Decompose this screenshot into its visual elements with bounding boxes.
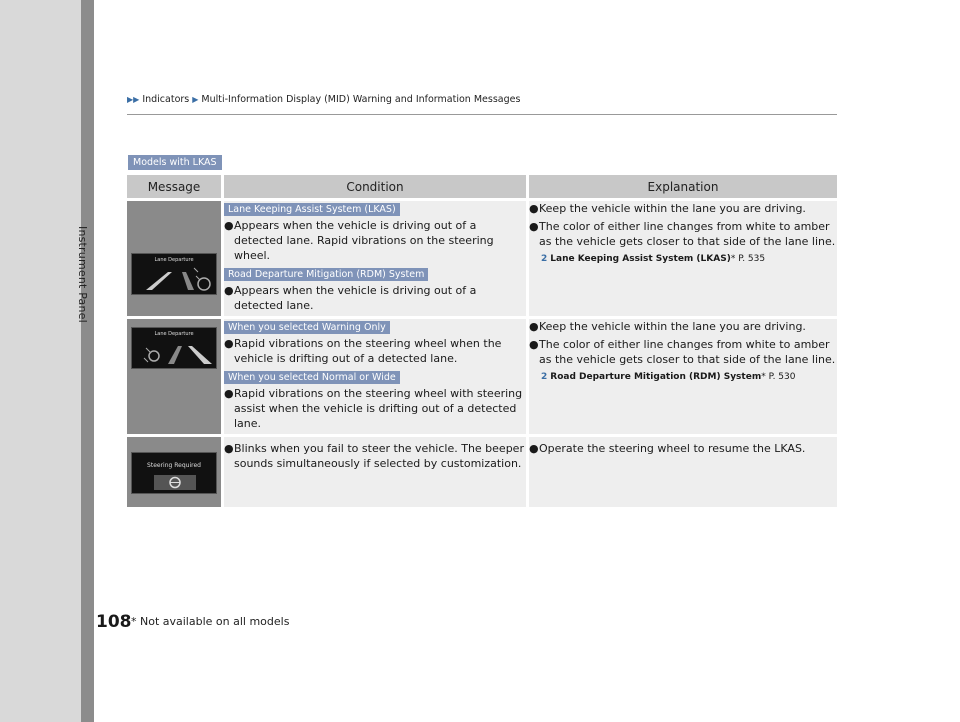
message-image-cell [127,319,221,434]
lane-departure-icon [132,328,217,369]
breadcrumb-arrow-icon: ▶▶ [127,95,140,104]
warning-only-tag: When you selected Warning Only [224,321,390,334]
normal-or-wide-tag: When you selected Normal or Wide [224,371,400,384]
list-item: ● Appears when the vehicle is driving out of a detected lane. [224,284,477,312]
explanation-cell [526,319,837,434]
column-header-message: Message [127,175,221,198]
list-item: ● Rapid vibrations on the steering wheel with steering assist when the vehicle is drifting out of a detected lane. [224,387,523,430]
header-rule [127,114,837,115]
list-item: ● The color of either line changes from white to amber as the vehicle gets closer to that side of the lane line. [529,338,836,366]
screen-title: Lane Departure [154,257,194,263]
message-image-cell [127,201,221,316]
condition-cell [221,437,526,507]
message-image-cell [127,437,221,507]
list-item: ● The color of either line changes from white to amber as the vehicle gets closer to that side of the lane line. [529,220,836,248]
table-row [127,319,837,434]
list-item: ● Rapid vibrations on the steering wheel when the vehicle is drifting out of a detected lane. [224,337,502,365]
column-header-explanation: Explanation [526,175,837,198]
list-item: ● Keep the vehicle within the lane you are driving. [529,320,806,333]
rdm-tag: Road Departure Mitigation (RDM) System [224,268,428,281]
steering-required-screen [131,452,217,494]
explanation-cell [526,201,837,316]
lane-departure-screen [131,253,217,295]
screen-title: Lane Departure [154,331,194,337]
breadcrumb-arrow-icon: ▶ [192,95,199,104]
lane-departure-icon [132,254,217,295]
table-row [127,201,837,316]
condition-cell [221,319,526,434]
breadcrumb-item-indicators[interactable]: Indicators [142,94,190,105]
steering-wheel-icon [132,453,217,494]
lane-departure-screen [131,327,217,369]
side-tab-background [0,0,81,722]
cross-reference-link[interactable]: 2 Lane Keeping Assist System (LKAS)* P. 535 [541,254,766,264]
lkas-tag: Lane Keeping Assist System (LKAS) [224,203,400,216]
side-tab-stripe [81,0,94,722]
chapter-label: Instrument Panel [76,226,89,323]
list-item: ● Appears when the vehicle is driving out of a detected lane. Rapid vibrations on the steering wheel. [224,219,494,262]
page-number: 108 [96,612,132,632]
column-header-condition: Condition [221,175,526,198]
list-item: ● Blinks when you fail to steer the vehicle. The beeper sounds simultaneously if selected by customization. [224,442,524,470]
message-table [127,172,837,510]
table-row [127,437,837,507]
models-tag: Models with LKAS [128,155,222,170]
list-item: ● Operate the steering wheel to resume the LKAS. [529,442,806,455]
reference-arrow-icon: 2 [541,254,548,264]
reference-arrow-icon: 2 [541,372,548,382]
screen-title: Steering Required [147,462,201,469]
explanation-cell [526,437,837,507]
list-item: ● Keep the vehicle within the lane you are driving. [529,202,806,215]
breadcrumb-item-mid-messages[interactable]: Multi-Information Display (MID) Warning and Information Messages [201,94,521,105]
footnote: * Not available on all models [131,615,290,628]
table-header-row [127,175,837,198]
cross-reference-link[interactable]: 2 Road Departure Mitigation (RDM) System* P. 530 [541,372,796,382]
condition-cell [221,201,526,316]
breadcrumb [127,94,520,105]
